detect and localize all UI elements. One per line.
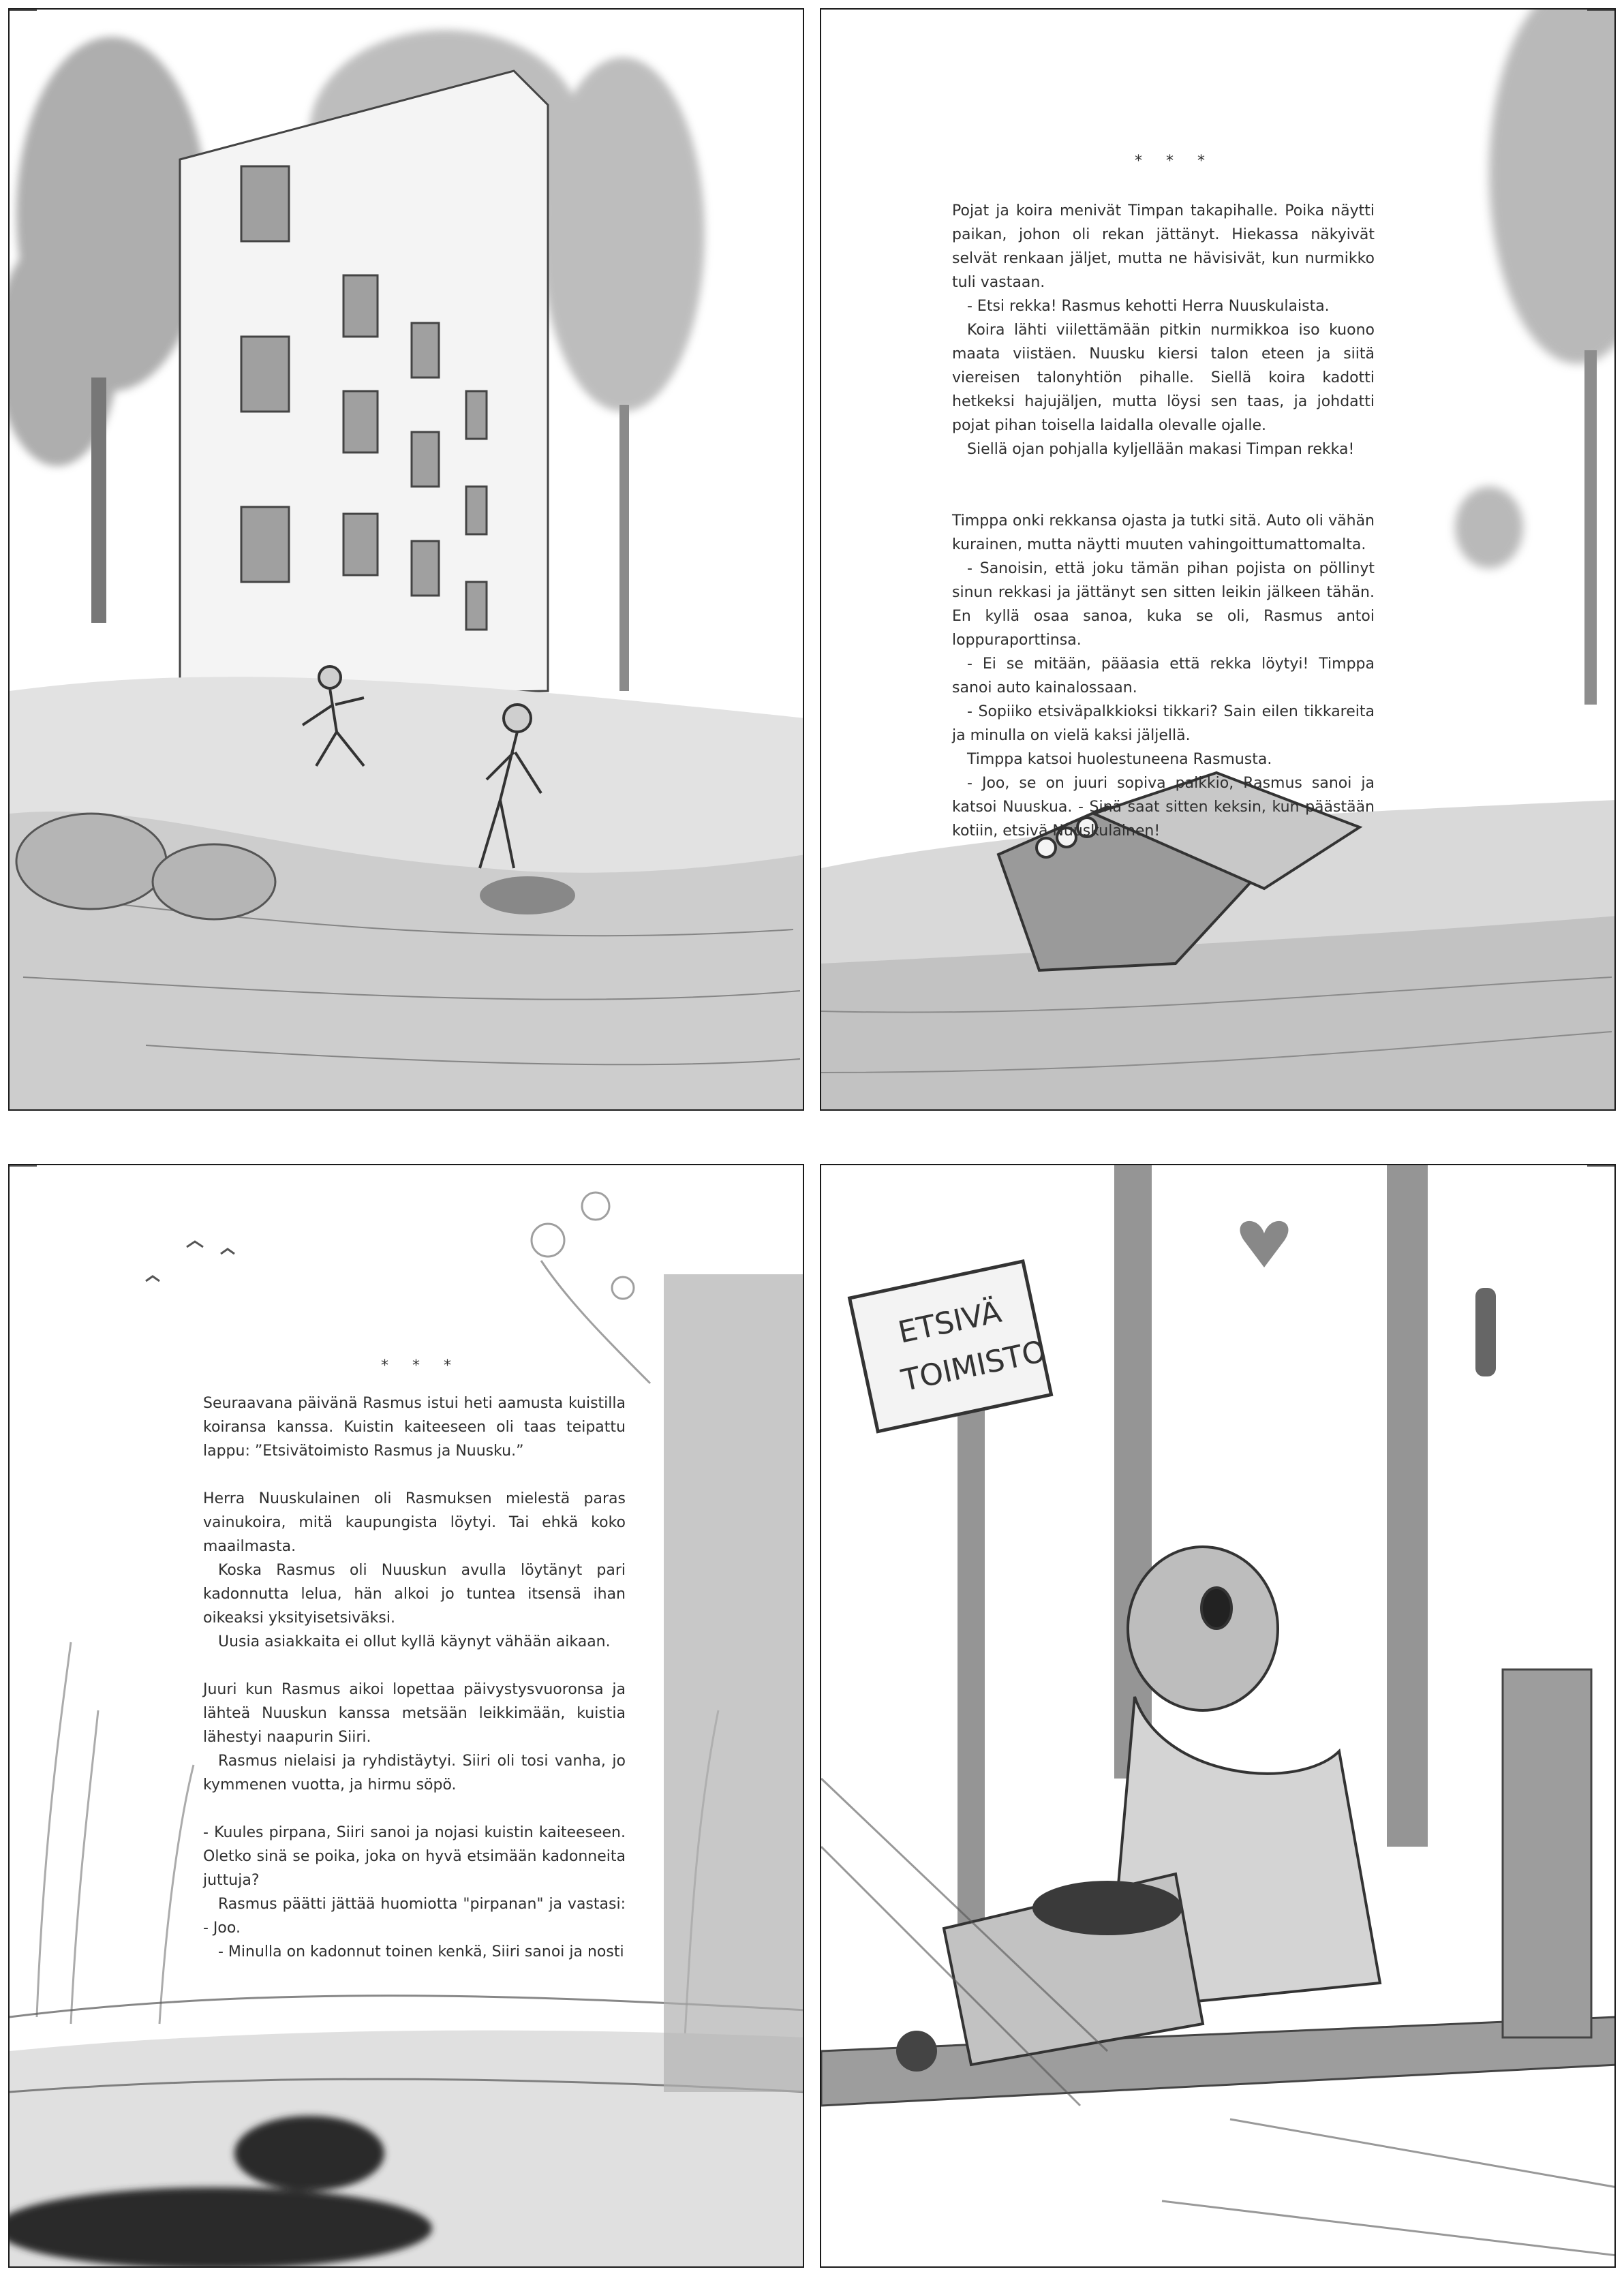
paragraph: Timppa onki rekkansa ojasta ja tutki sitä. Auto oli vähän kurainen, mutta näytti muuten vahingoittumattomalta.: [952, 512, 1375, 553]
wheel: [896, 2031, 937, 2072]
story-text-block: [203, 1391, 626, 1964]
paragraph: - Kuules pirpana, Siiri sanoi ja nojasi kuistin kaiteeseen. Oletko sinä se poika, joka on hyvä etsimään kadonneita juttuja?: [203, 1824, 626, 1889]
page-text-truck: [820, 8, 1616, 1111]
section-separator: * * *: [381, 1357, 461, 1374]
paragraph: - Joo, se on juuri sopiva palkkio, Rasmus sanoi ja katsoi Nuuskua. - Sinä saat sitten keksin, kun päästään kotiin, etsivä Nuuskulainen!: [952, 775, 1375, 840]
paragraph: - Minulla on kadonnut toinen kenkä, Siiri sanoi ja nosti: [218, 1943, 624, 1960]
paragraph: Koska Rasmus oli Nuuskun avulla löytänyt pari kadonnutta lelua, hän alkoi jo tuntea itsensä ihan oikeaksi yksityisetsiväksi.: [203, 1562, 626, 1627]
apartment-building: [180, 71, 548, 698]
vines-sketch: [532, 1192, 650, 1383]
door-handle: [1475, 1288, 1496, 1376]
crop-mark: [10, 10, 37, 11]
crop-mark: [1587, 10, 1614, 11]
paragraph: Herra Nuuskulainen oli Rasmuksen mielestä paras vainukoira, mitä kaupungista löytyi. Tai ehkä koko maailmasta.: [203, 1490, 626, 1555]
dog-sketch: [480, 876, 575, 914]
paragraph: Uusia asiakkaita ei ollut kyllä käynyt vähään aikaan.: [218, 1633, 611, 1650]
railing-sketch: [664, 1274, 804, 2092]
page-text-porch: [8, 1164, 804, 2268]
paragraph: Rasmus nielaisi ja ryhdistäytyi. Siiri oli tosi vanha, jo kymmenen vuotta, ja hirmu söpö.: [203, 1753, 626, 1794]
paragraph: Siellä ojan pohjalla kyljellään makasi Timpan rekka!: [967, 441, 1355, 458]
sign-text-line-2: TOIMISTO: [898, 1334, 1050, 1399]
porch-boy-illustration: [821, 1165, 1616, 2268]
paragraph: - Sanoisin, että joku tämän pihan pojista on pöllinyt sinun rekkasi ja jättänyt sen sitten leikin jälkeen tähän. En kyllä osaa sanoa, kuka se oli, Rasmus antoi loppuraporttinsa.: [952, 560, 1375, 649]
crop-mark: [10, 1165, 37, 1167]
birds: [146, 1242, 234, 1281]
street-sketch-illustration: [10, 10, 804, 1111]
page-illustration-street: [8, 8, 804, 1111]
section-separator: * * *: [1135, 153, 1214, 170]
paragraph: Pojat ja koira menivät Timpan takapihalle. Poika näytti paikan, johon oli rekan jättänyt. Hiekassa näkyivät selvät renkaan jäljet, mutta ne hävisivät, kun nurmikko tuli vastaan.: [952, 202, 1375, 291]
paragraph: Seuraavana päivänä Rasmus istui heti aamusta kuistilla koiransa kanssa. Kuistin kaiteeseen oli taas teipattu lappu: ”Etsivätoimisto Rasmus ja Nuusku.”: [203, 1395, 626, 1460]
heart-decoration: [1240, 1221, 1288, 1267]
paragraph: - Etsi rekka! Rasmus kehotti Herra Nuuskulaista.: [967, 298, 1330, 315]
page-illustration-porch: [820, 1164, 1616, 2268]
tree-left: [10, 37, 207, 466]
paragraph: Koira lähti viilettämään pitkin nurmikkoa iso kuono maata viistäen. Nuusku kiersi talon eteen ja siitä viereisen talonyhtiön pihalle. Siellä koira kadotti hetkeksi hajujäljen, mutta löysi sen taas, ja johdatti pojat pihan toisella laidalla olevalle ojalle.: [952, 322, 1375, 434]
paragraph: Juuri kun Rasmus aikoi lopettaa päivystysvuoronsa ja lähteä Nuuskun kanssa metsään leikkimään, kuistia lähestyi naapurin Siiri.: [203, 1681, 626, 1746]
sign-text-line-1: ETSIVÄ: [895, 1294, 1005, 1351]
paragraph: Rasmus päätti jättää huomiotta "pirpanan" ja vastasi: - Joo.: [203, 1896, 626, 1937]
paragraph: - Sopiiko etsiväpalkkioksi tikkari? Sain eilen tikkareita ja minulla on vielä kaksi jäljellä.: [952, 703, 1375, 744]
paragraph: - Ei se mitään, pääasia että rekka löytyi! Timppa sanoi auto kainalossaan.: [952, 656, 1375, 696]
shoe-object: [1032, 1881, 1182, 1935]
paragraph: Timppa katsoi huolestuneena Rasmusta.: [967, 751, 1272, 768]
story-text-block: [952, 199, 1375, 843]
crop-mark: [1587, 1165, 1614, 1167]
